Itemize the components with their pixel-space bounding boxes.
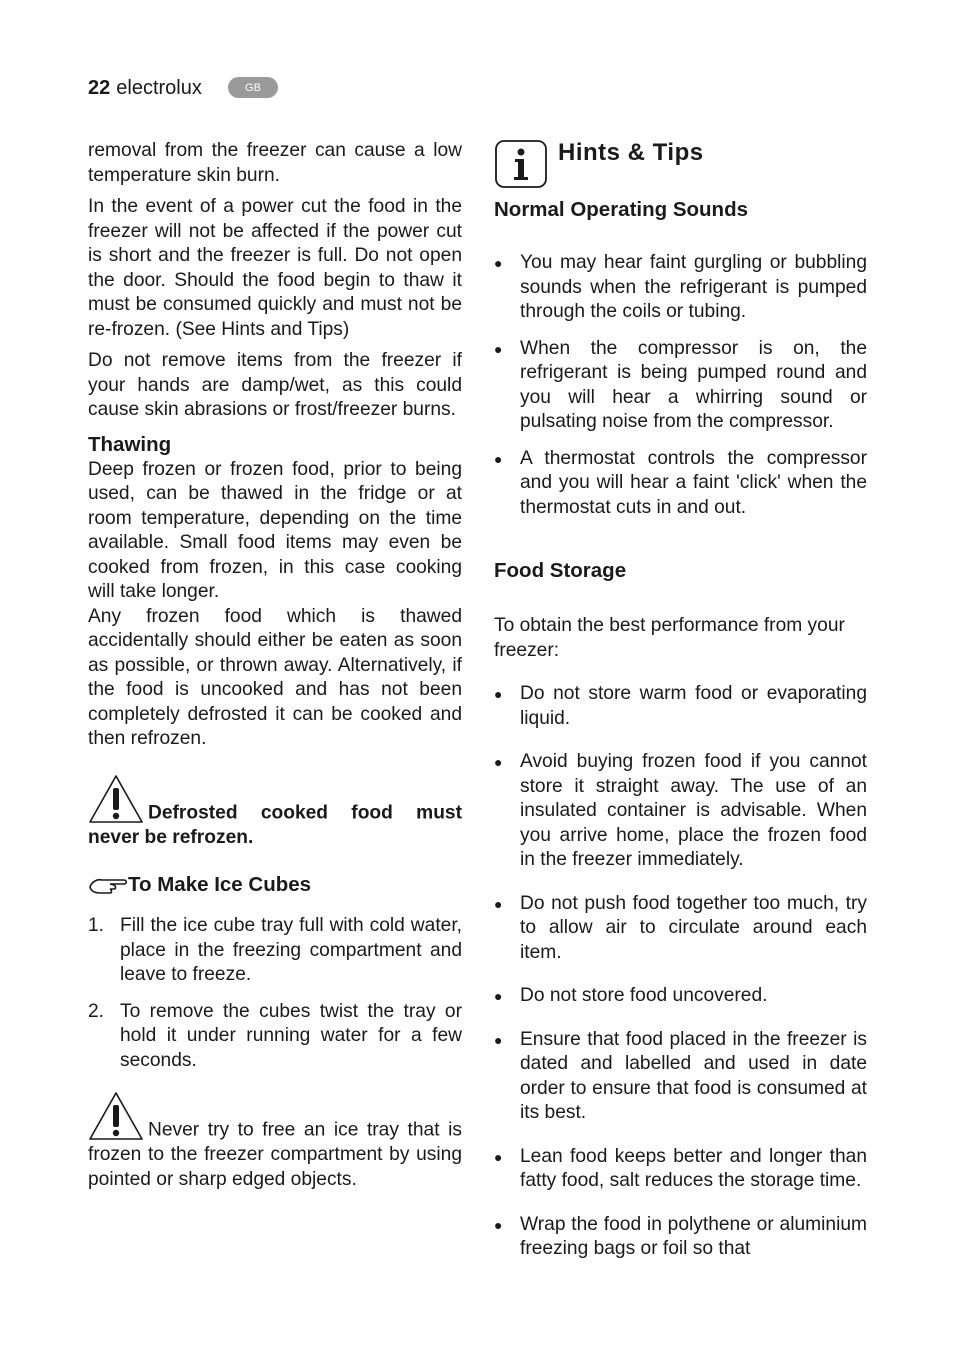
bullet-icon: ● <box>494 450 503 467</box>
paragraph: removal from the freezer can cause a low temperature skin burn. <box>88 140 462 186</box>
bullet-icon: ● <box>494 340 503 357</box>
section-heading-ice-cubes: To Make Ice Cubes <box>128 873 312 896</box>
list-item: ● Avoid buying frozen food if you cannot store it straight away. The use of an insulated container is advisable. When you arrive home, place the frozen food in the freezer immediately. <box>494 751 867 870</box>
hints-title-row <box>494 139 867 189</box>
paragraph: In the event of a power cut the food in the freezer will not be affected if the power cut is short and the freezer is full. Do not open the door. Should the food begin to thaw it must be consumed quickly and must not be re-frozen. (See Hints and Tips) <box>88 196 462 340</box>
bullet-icon: ● <box>494 1031 503 1048</box>
sounds-list <box>494 251 867 520</box>
paragraph: Any frozen food which is thawed accidentally should either be eaten as soon as possible, or thrown away. Alternatively, if the food is uncooked and has not been completely defrosted it can be cooked and then refrozen. <box>88 605 462 749</box>
list-item: ● Wrap the food in polythene or aluminium freezing bags or foil so that <box>494 1213 867 1259</box>
warning-text: Defrosted cooked food must never be refrozen. <box>88 802 462 848</box>
list-item: ● Do not push food together too much, try to allow air to circulate around each item. <box>494 892 867 963</box>
right-column <box>494 139 867 1262</box>
list-item: ● Lean food keeps better and longer than fatty food, salt reduces the storage time. <box>494 1145 867 1191</box>
paragraph: Do not remove items from the freezer if your hands are damp/wet, as this could cause skin abrasions or frost/freezer burns. <box>88 350 462 420</box>
list-item: ● Do not store warm food or evaporating liquid. <box>494 683 867 729</box>
step-text: Fill the ice cube tray full with cold water, place in the freezing compartment and leave to freeze. <box>120 915 462 985</box>
section-heading-storage: Food Storage <box>494 559 627 582</box>
list-item: ● Do not store food uncovered. <box>494 984 867 1009</box>
page-number: 22 <box>88 76 111 99</box>
warning-block <box>88 1091 462 1192</box>
warning-text: Never try to free an ice tray that is frozen to the freezer compartment by using pointed or sharp edged objects. <box>88 1119 462 1190</box>
list-item <box>88 914 462 988</box>
bullet-icon: ● <box>494 988 503 1004</box>
list-item: ● When the compressor is on, the refrigerant is being pumped round and you will hear a whirring sound or pulsating noise from the compressor. <box>494 337 867 432</box>
bullet-icon: ● <box>494 895 503 912</box>
step-number: 2. <box>88 1000 105 1022</box>
bullet-icon: ● <box>494 1148 503 1165</box>
bullet-icon: ● <box>494 754 503 770</box>
step-number: 1. <box>88 915 105 936</box>
warning-icon <box>88 774 144 826</box>
section-heading-thawing: Thawing <box>88 432 172 456</box>
step-text: To remove the cubes twist the tray or hold it under running water for a few seconds. <box>120 1000 462 1071</box>
language-badge: GB <box>228 77 278 98</box>
ice-cubes-heading-row <box>88 872 462 898</box>
list-item: ● A thermostat controls the compressor and you will hear a faint 'click' when the thermostat cuts in and out. <box>494 447 867 518</box>
section-heading-sounds: Normal Operating Sounds <box>494 198 748 221</box>
brand-name: electrolux <box>116 76 202 99</box>
hints-title: Hints & Tips <box>558 139 704 166</box>
list-item: ● You may hear faint gurgling or bubbling sounds when the refrigerant is pumped through the coils or tubing. <box>494 252 867 322</box>
list-item <box>88 1000 462 1074</box>
info-icon <box>494 139 548 189</box>
warning-block <box>88 774 462 851</box>
ice-steps-list <box>88 914 462 1073</box>
storage-list <box>494 682 867 1262</box>
paragraph: Deep frozen or frozen food, prior to being used, can be thawed in the fridge or at room temperature, depending on the time available. Small food items may even be cooked from frozen, in this case cooking will take longer. <box>88 458 462 602</box>
page-header <box>88 74 202 102</box>
pointing-hand-icon <box>88 873 128 897</box>
paragraph: To obtain the best performance from your freezer: <box>494 615 845 661</box>
bullet-icon: ● <box>494 255 503 271</box>
warning-icon <box>88 1091 144 1143</box>
bullet-icon: ● <box>494 1216 503 1233</box>
bullet-icon: ● <box>494 686 503 702</box>
left-column <box>88 139 462 1192</box>
list-item: ● Ensure that food placed in the freezer is dated and labelled and used in date order to ensure that food is consumed at its best. <box>494 1028 867 1123</box>
